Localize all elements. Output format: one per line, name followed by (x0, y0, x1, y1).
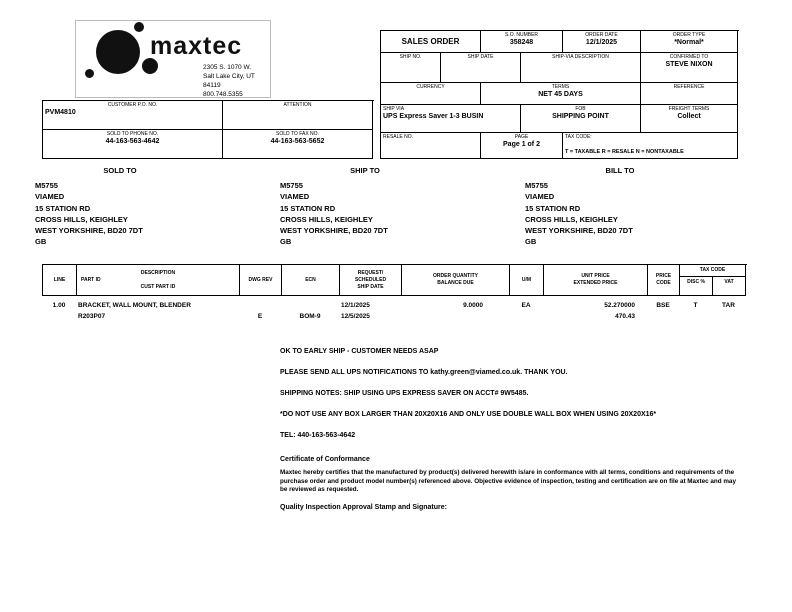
ship-no-label: SHIP NO. (399, 54, 422, 60)
item-order-qty: 9.0000 (463, 302, 483, 309)
maxtec-logo-dot-icon (134, 22, 144, 32)
company-address-line1: 2305 S. 1070 W. (203, 64, 252, 71)
col-ship-date (340, 265, 402, 296)
sold-to-phone-cell (43, 130, 223, 159)
order-date-value: 12/1/2025 (585, 39, 618, 46)
sold-to-heading: SOLD TO (103, 166, 137, 175)
freight-terms-value: Collect (677, 113, 701, 120)
sold-to-line: CROSS HILLS, KEIGHLEY (35, 214, 128, 224)
note-early-ship: OK TO EARLY SHIP - CUSTOMER NEEDS ASAP (280, 348, 439, 355)
col-um (510, 265, 544, 296)
col-ship-date-label: SHIP DATE (357, 283, 384, 290)
maxtec-logo-dot-icon (85, 69, 94, 78)
bill-to-heading: BILL TO (605, 166, 635, 175)
company-phone: 800.748.5355 (203, 91, 243, 98)
ship-to-heading: SHIP TO (350, 166, 380, 175)
tax-code-subheaders (680, 276, 745, 295)
order-type-value: *Normal* (674, 39, 704, 46)
order-header-table (380, 30, 739, 159)
col-order-quantity-label: ORDER QUANTITY (433, 273, 478, 279)
col-dwg-rev-label: DWG REV (248, 276, 273, 283)
col-balance-due-label: BALANCE DUE (437, 280, 474, 286)
company-address-line2: Salt Lake City, UT 84119 (203, 73, 255, 89)
page-value: Page 1 of 2 (503, 141, 540, 148)
bill-to-line: GB (525, 237, 537, 247)
company-address (203, 63, 270, 99)
ship-to-line: M5755 (280, 181, 303, 190)
sold-to-address (35, 180, 143, 248)
ship-to-line: VIAMED (280, 192, 310, 202)
col-dwg-rev (240, 265, 282, 296)
col-unit-price-label: UNIT PRICE (581, 273, 610, 279)
ship-via-cell (381, 105, 521, 133)
col-tax-code (680, 265, 746, 296)
attention-label: ATTENTION (283, 102, 312, 108)
company-name: maxtec (150, 32, 243, 60)
col-part-description (77, 265, 240, 296)
freight-terms-cell (641, 105, 738, 133)
item-tax-codes (679, 301, 745, 322)
bill-to-line: 15 STATION RD (525, 203, 581, 213)
bill-to-line: VIAMED (525, 192, 555, 202)
fob-label: FOB (575, 106, 586, 112)
resale-no-label: RESALE NO. (383, 134, 414, 140)
col-line (43, 265, 77, 296)
terms-value: NET 45 DAYS (538, 91, 583, 98)
ship-to-line: WEST YORKSHIRE, BD20 7DT (280, 226, 388, 236)
ship-date-label: SHIP DATE (467, 54, 494, 60)
item-scheduled-date: 12/5/2025 (341, 312, 370, 320)
ship-via-description-cell (521, 53, 641, 83)
col-request-label: REQUEST/ (357, 269, 384, 276)
item-part-id: R203P07 (78, 312, 106, 320)
so-number-cell (481, 31, 563, 53)
customer-info-table (42, 100, 374, 159)
col-line-label: LINE (53, 276, 66, 283)
resale-no-cell (381, 133, 481, 159)
ship-via-label: SHIP VIA (383, 106, 405, 112)
terms-cell (481, 83, 641, 105)
note-ups-notifications: PLEASE SEND ALL UPS NOTIFICATIONS TO kathy.green@viamed.co.uk. THANK YOU. (280, 369, 568, 376)
sold-to-fax-cell (223, 130, 373, 159)
order-type-cell (641, 31, 738, 53)
col-disc-label: DISC % (680, 277, 713, 295)
attention-cell (223, 101, 373, 130)
item-price-code: BSE (656, 302, 670, 309)
certificate-body: Maxtec hereby certifies that the manufactured by product(s) delivered herewith is/are in conformance with all terms, conditions and requirements of the purchase order and product model number(s) referenced above. Objective evidence of inspection, testing and certification are on file at Maxtec and may be reviewed as requested. (280, 469, 736, 493)
sold-to-fax-value: 44-163-563-5652 (270, 138, 325, 145)
item-unit-price: 52.270000 (604, 302, 635, 309)
currency-cell (381, 83, 481, 105)
customer-po-value: PVM4810 (45, 109, 76, 116)
col-price-code-label: PRICE (655, 273, 672, 279)
item-prices (543, 301, 647, 322)
sold-to-fax-label: SOLD TO FAX NO. (276, 131, 319, 137)
item-ship-dates (339, 301, 401, 322)
col-vat-label: VAT (724, 279, 734, 285)
sold-to-phone-value: 44-163-563-4642 (105, 138, 160, 145)
item-vat-code: TAR (722, 302, 735, 309)
terms-label: TERMS (551, 84, 570, 90)
bill-to-address (525, 180, 633, 248)
col-unit-price (544, 265, 648, 296)
tax-code-label: TAX CODE: (565, 134, 592, 140)
item-description: BRACKET, WALL MOUNT, BLENDER (78, 302, 191, 309)
item-ecn: BOM-9 (299, 312, 321, 320)
ship-to-line: 15 STATION RD (280, 203, 336, 213)
reference-cell (641, 83, 738, 105)
sold-to-line: 15 STATION RD (35, 203, 91, 213)
item-um: EA (521, 302, 531, 309)
tax-code-legend: T = TAXABLE R = RESALE N = NONTAXABLE (565, 149, 684, 155)
bill-to-line: CROSS HILLS, KEIGHLEY (525, 214, 618, 224)
ship-to-address (280, 180, 388, 248)
bill-to-line: M5755 (525, 181, 548, 190)
document-title: SALES ORDER (381, 31, 481, 53)
fob-value: SHIPPING POINT (552, 113, 609, 120)
so-number-value: 358248 (509, 39, 534, 46)
sold-to-line: VIAMED (35, 192, 65, 202)
item-part-description (76, 301, 239, 322)
confirmed-to-cell (641, 53, 738, 83)
note-box-size: *DO NOT USE ANY BOX LARGER THAN 20X20X16 AND ONLY USE DOUBLE WALL BOX WHEN USING 20X20X16* (280, 411, 657, 418)
certificate-title: Certificate of Conformance (280, 456, 370, 463)
item-tax-code: T (693, 302, 698, 309)
confirmed-to-label: CONFIRMED TO (669, 54, 709, 60)
confirmed-to-value: STEVE NIXON (665, 61, 713, 68)
freight-terms-label: FREIGHT TERMS (668, 106, 710, 112)
col-price-code-label2: CODE (656, 280, 671, 286)
note-telephone: TEL: 440-163-563-4642 (280, 432, 356, 439)
currency-label: CURRENCY (416, 84, 445, 90)
col-description-label: DESCRIPTION (140, 269, 176, 276)
order-date-label: ORDER DATE (585, 32, 618, 38)
sold-to-line: WEST YORKSHIRE, BD20 7DT (35, 226, 143, 236)
customer-po-cell (43, 101, 223, 130)
page-label: PAGE (514, 134, 529, 140)
col-um-label: U/M (521, 276, 532, 283)
col-scheduled-label: SCHEDULED (354, 276, 387, 283)
customer-po-label: CUSTOMER P.O. NO. (107, 102, 158, 108)
col-extended-price-label: EXTENDED PRICE (573, 280, 618, 286)
sold-to-line: M5755 (35, 181, 58, 190)
item-line-no: 1.00 (52, 302, 66, 309)
sold-to-line: GB (35, 237, 47, 247)
bill-to-line: WEST YORKSHIRE, BD20 7DT (525, 226, 633, 236)
col-order-quantity (402, 265, 510, 296)
sold-to-phone-label: SOLD TO PHONE NO. (106, 131, 159, 137)
note-shipping: SHIPPING NOTES: SHIP USING UPS EXPRESS SAVER ON ACCT# 9W5485. (280, 390, 529, 397)
col-price-code (648, 265, 680, 296)
ship-to-line: GB (280, 237, 292, 247)
col-ecn (282, 265, 340, 296)
order-date-cell (563, 31, 641, 53)
item-request-date: 12/1/2025 (341, 302, 370, 309)
ship-no-cell (381, 53, 441, 83)
ship-date-cell (441, 53, 521, 83)
line-items-header (42, 264, 747, 296)
line-item-row (42, 301, 747, 322)
col-part-id-label: PART ID (81, 276, 101, 283)
ship-via-value: UPS Express Saver 1-3 BUSIN (383, 113, 484, 120)
item-extended-price: 470.43 (615, 312, 635, 320)
col-ecn-label: ECN (305, 276, 316, 283)
item-dwg-rev: E (257, 312, 263, 320)
page-cell (481, 133, 563, 159)
col-tax-code-label: TAX CODE (699, 267, 726, 273)
order-type-label: ORDER TYPE (672, 32, 706, 38)
ship-via-description-label: SHIP-VIA DESCRIPTION (552, 54, 609, 60)
maxtec-logo-icon (96, 30, 140, 74)
col-cust-part-id-label: CUST PART ID (140, 283, 176, 290)
company-logo-block (75, 20, 271, 98)
ship-to-line: CROSS HILLS, KEIGHLEY (280, 214, 373, 224)
quality-inspection-line: Quality Inspection Approval Stamp and Signature: (280, 504, 447, 511)
so-number-label: S.O. NUMBER (504, 32, 539, 38)
tax-code-cell (563, 133, 738, 159)
fob-cell (521, 105, 641, 133)
reference-label: REFERENCE (673, 84, 705, 90)
